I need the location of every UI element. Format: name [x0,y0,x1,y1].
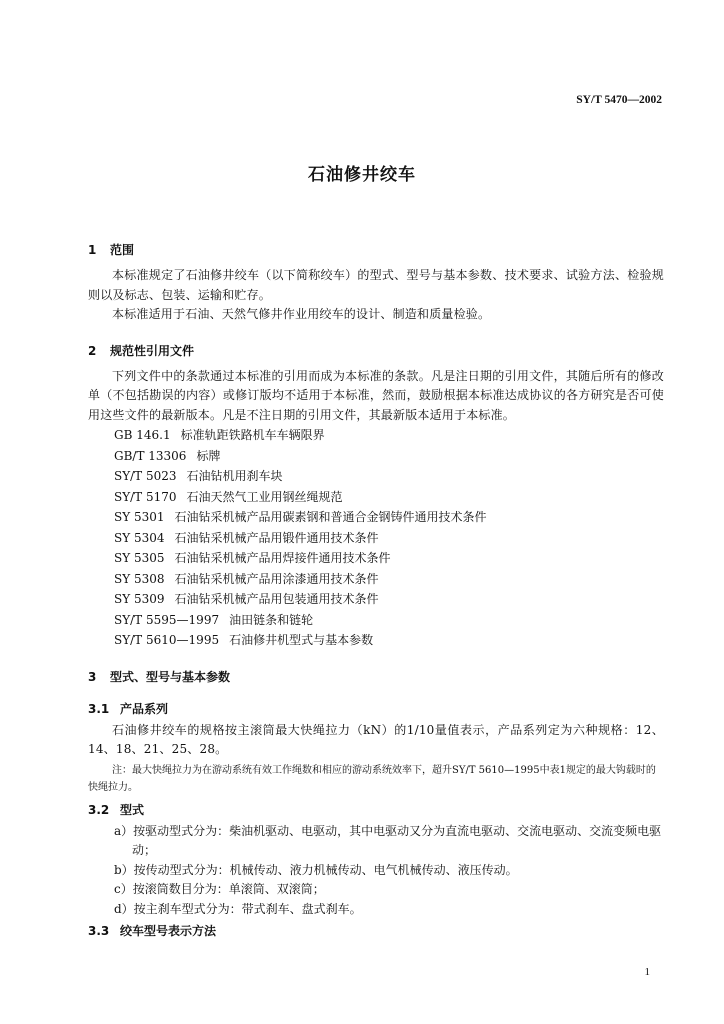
section-heading-3 [88,667,664,687]
reference-code: SY/T 5170 [114,489,177,504]
reference-item [88,630,664,651]
note: 注：最大快绳拉力为在游动系统有效工作绳数和相应的游动系统效率下，超升SY/T 5610—1995中表1规定的最大钩载时的快绳拉力。 [88,764,656,793]
section-title: 型式、型号与基本参数 [110,669,231,684]
subsection-title: 型式 [120,802,145,817]
section-title: 规范性引用文件 [110,343,195,358]
reference-item [88,548,664,569]
reference-code: SY/T 5610—1995 [114,633,220,647]
reference-code: SY/T 5595—1997 [114,612,220,627]
reference-name: 石油钻采机械产品用涂漆通用技术条件 [174,571,379,586]
reference-code: SY/T 5023 [114,469,177,483]
page-number: 1 [644,966,650,978]
paragraph: 石油修井绞车的规格按主滚筒最大快绳拉力（kN）的1/10量值表示，产品系列定为六种规格：12、14、18、21、25、28。 [88,722,664,756]
list-item: a）按驱动型式分为：柴油机驱动、电驱动，其中电驱动又分为直流电驱动、交流电驱动、交流变频电驱动； [114,823,662,857]
reference-code: SY 5301 [114,510,165,524]
subsection-heading-3-1 [88,699,664,719]
subsection-title: 产品系列 [120,701,169,716]
reference-item [88,589,664,610]
reference-name: 石油钻采机械产品用碳素钢和普通合金钢铸件通用技术条件 [174,510,487,524]
reference-name: 石油钻采机械产品用包装通用技术条件 [174,592,379,606]
reference-code: SY 5308 [114,571,165,586]
paragraph: 下列文件中的条款通过本标准的引用而成为本标准的条款。凡是注日期的引用文件，其随后所有的修改单（不包括勘误的内容）或修订版均不适用于本标准，然而，鼓励根据本标准达成协议的各方研究是否可使用这些文件的最新版本。凡是不注日期的引用文件，其最新版本适用于本标准。 [88,368,664,422]
list-item: c）按滚筒数目分为：单滚筒、双滚筒； [114,882,325,896]
subsection-number: 3.3 [88,924,110,938]
subsection-title: 绞车型号表示方法 [120,924,217,938]
list-item: b）按传动型式分为：机械传动、液力机械传动、电气机械传动、液压传动。 [114,862,518,877]
reference-name: 标牌 [196,448,221,463]
reference-item [88,446,664,467]
section-number: 3 [88,669,97,684]
section-heading-1 [88,240,664,260]
section-title: 范围 [110,243,135,257]
reference-name: 标准轨距铁路机车车辆限界 [180,428,325,442]
reference-name: 石油钻机用刹车块 [186,469,283,483]
standard-code: SY/T 5470—2002 [576,94,662,106]
reference-code: GB 146.1 [114,428,171,442]
reference-item [88,507,664,528]
subsection-number: 3.1 [88,701,110,716]
section-heading-2 [88,341,664,361]
reference-item [88,610,664,631]
reference-name: 石油钻采机械产品用锻件通用技术条件 [174,530,379,545]
reference-name: 石油天然气工业用钢丝绳规范 [186,489,343,504]
list-item: d）按主刹车型式分为：带式刹车、盘式刹车。 [114,901,362,916]
section-number: 2 [88,343,97,358]
reference-code: SY 5304 [114,530,165,545]
reference-code: SY 5305 [114,551,165,565]
reference-item [88,425,664,446]
document-body [88,234,664,943]
document-title: 石油修井绞车 [308,165,416,185]
reference-item [88,528,664,549]
subsection-heading-3-3 [88,921,664,941]
subsection-heading-3-2 [88,800,664,820]
reference-name: 石油钻采机械产品用焊接件通用技术条件 [174,551,391,565]
reference-name: 油田链条和链轮 [229,612,314,627]
reference-item [88,569,664,590]
section-number: 1 [88,243,97,257]
reference-name: 石油修井机型式与基本参数 [229,633,374,647]
paragraph: 本标准规定了石油修井绞车（以下简称绞车）的型式、型号与基本参数、技术要求、试验方法、检验规则以及标志、包装、运输和贮存。 [88,268,664,302]
reference-code: SY 5309 [114,592,165,606]
reference-code: GB/T 13306 [114,448,187,463]
reference-item [88,466,664,487]
reference-item [88,487,664,508]
subsection-number: 3.2 [88,802,110,817]
reference-list [88,425,664,651]
paragraph: 本标准适用于石油、天然气修井作业用绞车的设计、制造和质量检验。 [112,307,491,321]
